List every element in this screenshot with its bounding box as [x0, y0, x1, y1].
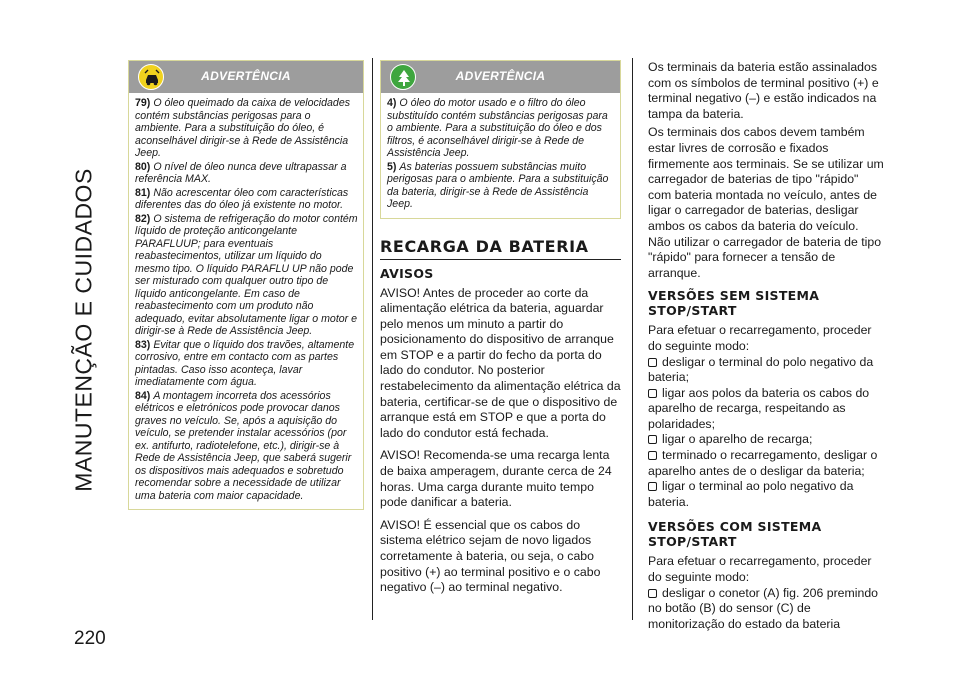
- warning-box-engine: [128, 60, 364, 510]
- warning-body: [129, 93, 363, 509]
- procedure-step: ligar o terminal ao polo negativo da bateria.: [648, 479, 854, 509]
- procedure-step: desligar o conetor (A) fig. 206 premindo no botão (B) do sensor (C) de monitorização do estado da bateria: [648, 585, 878, 631]
- without-stop-start-heading: VERSÕES SEM SISTEMA STOP/START: [648, 288, 820, 319]
- procedure-intro: Para efetuar o recarregamento, proceder do seguinte modo:: [648, 323, 872, 353]
- warning-box-environment: [380, 60, 621, 219]
- avisos-paragraph: AVISO! É essencial que os cabos do sistema elétrico sejam de novo ligados corretamente à bateria, ou seja, o cabo positivo (+) ao terminal positivo e o cabo negativo (–) ao terminal negativo.: [380, 517, 601, 595]
- column-divider: [632, 58, 633, 620]
- page-number: 220: [74, 628, 106, 649]
- warning-heading: ADVERTÊNCIA: [455, 69, 546, 83]
- warning-item: 80) O nível de óleo nunca deve ultrapassar a referência MAX.: [135, 160, 347, 185]
- section-title: RECARGA DA BATERIA: [380, 237, 621, 260]
- procedure-step: ligar o aparelho de recarga;: [648, 432, 884, 448]
- warning-item: 5) As baterias possuem substâncias muito perigosas para o ambiente. Para a substituição da bateria, dirigir-se à Rede de Assistência Jeep.: [387, 160, 609, 210]
- environment-tree-icon: [390, 64, 416, 90]
- avisos-paragraph: AVISO! Recomenda-se uma recarga lenta de baixa amperagem, durante cerca de 24 horas. Uma carga durante muito tempo pode danificar a bateria.: [380, 448, 612, 510]
- warning-item: 81) Não acrescentar óleo com características diferentes das do óleo já existente no motor.: [135, 186, 349, 211]
- warning-item: 4) O óleo do motor usado e o filtro do óleo substituído contém substâncias perigosas para o ambiente. Para a substituição do óleo e dos filtros, é aconselhável dirigir-se à Rede de Assistência Jeep.: [387, 97, 608, 159]
- with-stop-start-heading: VERSÕES COM SISTEMA STOP/START: [648, 519, 822, 550]
- procedure-step: desligar o terminal do polo negativo da bateria;: [648, 354, 874, 385]
- procedure-intro: Para efetuar o recarregamento, proceder do seguinte modo:: [648, 554, 872, 585]
- warning-header: [129, 61, 363, 93]
- warning-heading: ADVERTÊNCIA: [201, 69, 291, 83]
- column-right: [648, 60, 884, 632]
- procedure-step: ligar aos polos da bateria os cabos do aparelho de recarga, respeitando as polaridades;: [648, 385, 870, 431]
- column-left: [128, 60, 364, 510]
- procedure-step: terminado o recarregamento, desligar o aparelho antes de o desligar da bateria;: [648, 448, 878, 478]
- body-paragraph: Os terminais dos cabos devem também estar livres de corrosão e fixados firmemente aos terminais. Se se utilizar um carregador de baterias de tipo "rápido" com bateria montada no veículo, antes de ligar o carregador de baterias, desligar ambos os cabos da bateria do veículo. Não utilizar o carregador de bateria de tipo "rápido" para fornecer a tensão de arranque.: [648, 125, 884, 280]
- checkbox-bullet-icon: [648, 589, 657, 598]
- column-middle: [380, 60, 621, 603]
- warning-item: 84) A montagem incorreta dos acessórios elétricos e eletrónicos pode provocar danos graves no veículo. Se, após a aquisição do veículo, se pretender instalar acessórios (por ex. antifurto, radiotelefone, etc.), dirigir-se à Rede de Assistência Jeep, que saberá sugerir os dispositivos mais adequados e sobretudo recomendar sobre a necessidade de utilizar uma bateria com maior capacidade.: [135, 389, 352, 502]
- warning-header: [381, 61, 620, 93]
- car-warning-icon: [138, 64, 164, 90]
- checkbox-bullet-icon: [648, 435, 657, 444]
- checkbox-bullet-icon: [648, 482, 657, 491]
- warning-item: 83) Evitar que o líquido dos travões, altamente corrosivo, entre em contacto com as partes pintadas. Caso isso aconteça, lavar imediatamente com água.: [135, 338, 355, 388]
- warning-item: 82) O sistema de refrigeração do motor contém líquido de proteção anticongelante PARAFLUUP; para eventuais reabastecimentos, utilizar um líquido do mesmo tipo. O líquido PARAFLU UP não pode ser misturado com qualquer outro tipo de líquido anticongelante. Em caso de reabastecimento com um produto não adequado, evitar absolutamente ligar o motor e dirigir-se à Rede de Assistência Jeep.: [135, 212, 358, 337]
- column-divider: [372, 58, 373, 620]
- warning-item: 79) O óleo queimado da caixa de velocidades contém substâncias perigosas para o ambiente. Para a substituição do óleo, é aconselhável dirigir-se à Rede de Assistência Jeep.: [135, 97, 351, 159]
- chapter-title-text: MANUTENÇÃO E CUIDADOS: [70, 168, 97, 492]
- avisos-heading: AVISOS: [380, 265, 434, 281]
- checkbox-bullet-icon: [648, 358, 657, 367]
- warning-body: [381, 93, 620, 218]
- body-paragraph: Os terminais da bateria estão assinalados com os símbolos de terminal positivo (+) e terminal negativo (–) e estão indicados na tampa da bateria.: [648, 60, 879, 121]
- checkbox-bullet-icon: [648, 389, 657, 398]
- avisos-paragraph: AVISO! Antes de proceder ao corte da alimentação elétrica da bateria, aguardar pelo menos um minuto a partir do posicionamento do dispositivo de arranque em STOP e a partir do fecho da porta do lado do condutor. No posterior restabelecimento da alimentação elétrica da bateria, certificar-se de que o dispositivo de arranque está em STOP e que a porta do lado do condutor está fechada.: [380, 285, 621, 440]
- checkbox-bullet-icon: [648, 451, 657, 460]
